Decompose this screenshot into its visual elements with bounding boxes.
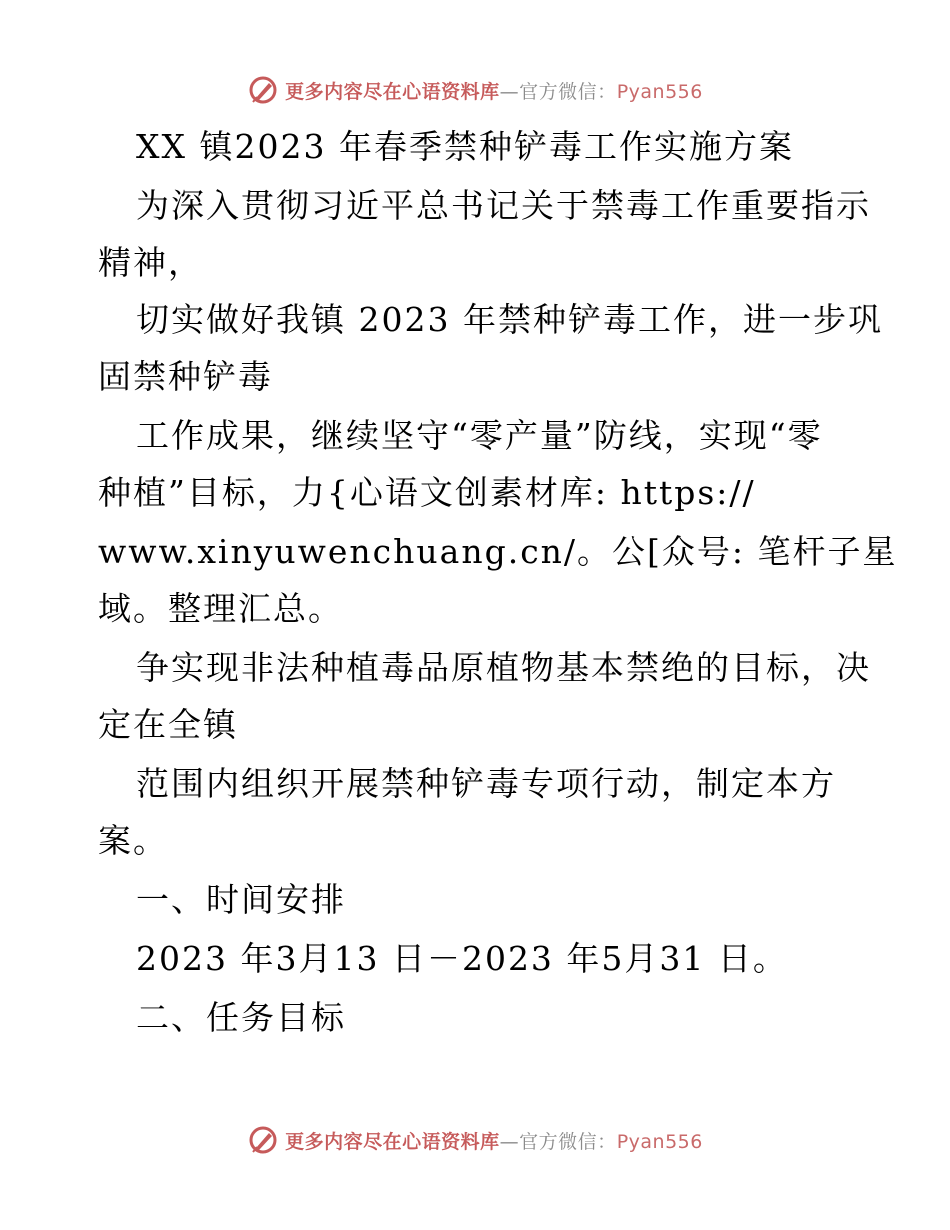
paragraph-line: www.xinyuwenchuang.cn/。公[众号: 笔杆子星 [98,532,898,571]
watermark-sub-text: 官方微信： [519,80,617,103]
paragraph-line: 工作成果，继续坚守“零产量”防线，实现“零 [136,416,823,455]
schedule-dates: 2023 年3月13 日－2023 年5月31 日。 [136,939,788,978]
section-heading-goals: 二、任务目标 [136,998,346,1037]
watermark-dash: — [499,1130,520,1153]
header-watermark [0,70,950,110]
paragraph-line: 固禁种铲毒 [98,357,273,396]
paragraph-line: 定在全镇 [98,705,238,744]
paragraph-line: 范围内组织开展禁种铲毒专项行动，制定本方 [136,764,836,803]
footer-watermark [0,1120,950,1160]
paragraph-line: 种植”目标，力{心语文创素材库: https:// [98,473,756,512]
quill-logo-icon [247,74,279,106]
watermark-sub-text: 官方微信： [519,1130,617,1153]
quill-logo-icon [247,1124,279,1156]
watermark-wechat-id: Pyan556 [616,80,703,103]
paragraph-line: 精神， [98,243,203,282]
watermark-main-text: 更多内容尽在心语资料库 [285,1130,500,1153]
document-title: XX 镇2023 年春季禁种铲毒工作实施方案 [136,127,794,166]
watermark-dash: — [499,80,520,103]
paragraph-line: 争实现非法种植毒品原植物基本禁绝的目标，决 [136,648,871,687]
watermark-wechat-id: Pyan556 [616,1130,703,1153]
paragraph-line: 域。整理汇总。 [98,589,343,628]
paragraph-line: 案。 [98,821,168,860]
section-heading-schedule: 一、时间安排 [136,880,346,919]
paragraph-line: 为深入贯彻习近平总书记关于禁毒工作重要指示 [136,186,871,225]
paragraph-line: 切实做好我镇 2023 年禁种铲毒工作，进一步巩 [136,300,883,339]
watermark-main-text: 更多内容尽在心语资料库 [285,80,500,103]
